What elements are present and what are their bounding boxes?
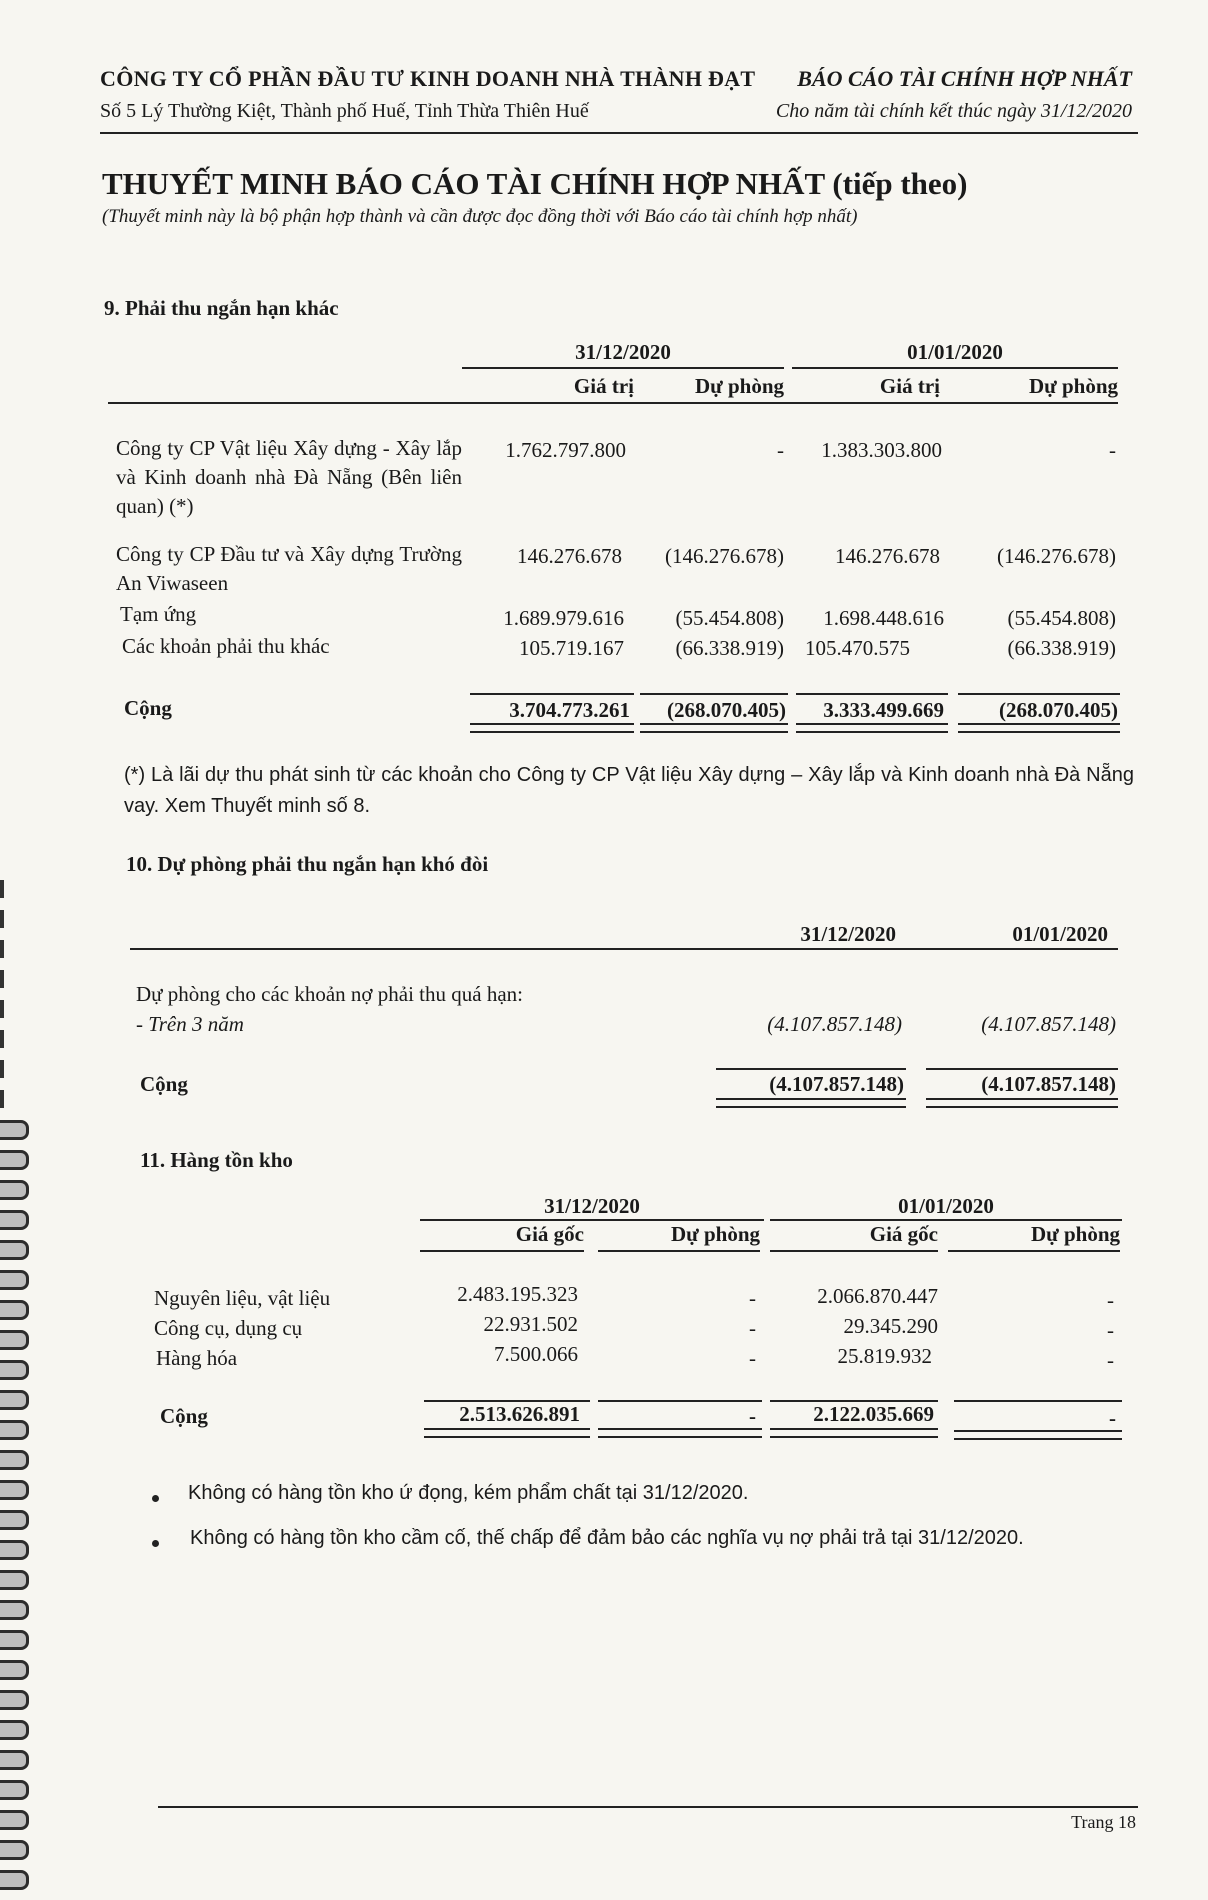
- binding-ring: [0, 1030, 4, 1048]
- s9-row-3-p1: (55.454.808): [675, 606, 784, 630]
- s9-row-3-p2: (55.454.808): [1007, 606, 1116, 630]
- binding-ring: [0, 1660, 29, 1680]
- binding-ring: [0, 1570, 29, 1590]
- s9-row-4-v1: 105.719.167: [519, 636, 624, 660]
- s11-total-p2: -: [1109, 1406, 1116, 1430]
- s9-header-rule: [108, 402, 1118, 404]
- s9-total-rule-top-1: [470, 693, 634, 695]
- s11-row-2-c2: 29.345.290: [843, 1314, 938, 1338]
- s10-total-double-rule-2: [926, 1098, 1118, 1108]
- binding-ring: [0, 1750, 29, 1770]
- binding-ring: [0, 1000, 4, 1018]
- s9-total-double-rule-4: [958, 723, 1120, 733]
- s11-row-3-p2: -: [1107, 1348, 1114, 1372]
- binding-ring: [0, 1150, 29, 1170]
- s11-row-1-c2: 2.066.870.447: [817, 1284, 938, 1308]
- binding-ring: [0, 1090, 4, 1108]
- s11-col-provision-2: Dự phòng: [1030, 1222, 1120, 1246]
- s11-row-1-c1: 2.483.195.323: [457, 1282, 578, 1306]
- s9-row-4-p1: (66.338.919): [675, 636, 784, 660]
- s10-period-2: 01/01/2020: [1012, 922, 1108, 946]
- s11-row-2-p2: -: [1107, 1318, 1114, 1342]
- s9-total-p1: (268.070.405): [667, 698, 786, 722]
- s9-total-rule-top-2: [640, 693, 788, 695]
- s11-col-rule-1: [420, 1250, 584, 1252]
- binding-ring: [0, 1720, 29, 1740]
- s9-col-provision-2: Dự phòng: [1028, 374, 1118, 398]
- binding-ring: [0, 1870, 29, 1890]
- s9-total-label: Cộng: [124, 696, 172, 720]
- bullet-1-dot: [152, 1495, 159, 1502]
- s11-col-rule-4: [948, 1250, 1120, 1252]
- s10-total-v2: (4.107.857.148): [981, 1072, 1116, 1096]
- binding-ring: [0, 1210, 29, 1230]
- s9-period-1: 31/12/2020: [575, 340, 671, 364]
- s11-col-rule-2: [598, 1250, 760, 1252]
- binding-ring: [0, 1330, 29, 1350]
- binding-ring: [0, 1420, 29, 1440]
- s11-row-3-c1: 7.500.066: [494, 1342, 578, 1366]
- bullet-2-dot: [152, 1540, 159, 1547]
- s11-row-1-name: Nguyên liệu, vật liệu: [154, 1286, 331, 1310]
- binding-ring: [0, 1480, 29, 1500]
- s9-row-1-v2: 1.383.303.800: [821, 438, 942, 462]
- s11-col-rule-3: [770, 1250, 938, 1252]
- s11-row-1-p2: -: [1107, 1288, 1114, 1312]
- s11-row-2-p1: -: [749, 1316, 756, 1340]
- binding-ring: [0, 910, 4, 928]
- s9-footnote: (*) Là lãi dự thu phát sinh từ các khoản cho Công ty CP Vật liệu Xây dựng – Xây lắp và Kinh doanh nhà Đà Nẵng vay. Xem Thuyết minh số 8.: [124, 764, 1134, 817]
- s10-period-1: 31/12/2020: [800, 922, 896, 946]
- s11-period-2-rule: [770, 1219, 1122, 1221]
- s10-total-double-rule-1: [716, 1098, 906, 1108]
- s11-total-double-rule-3: [770, 1428, 938, 1438]
- bullet-1-text: Không có hàng tồn kho ứ đọng, kém phẩm chất tại 31/12/2020.: [188, 1482, 749, 1504]
- s9-row-2-v1: 146.276.678: [517, 544, 622, 568]
- footer-divider: [158, 1806, 1138, 1808]
- s11-row-2-c1: 22.931.502: [483, 1312, 578, 1336]
- s10-sub-v2: (4.107.857.148): [981, 1012, 1116, 1036]
- binding-ring: [0, 940, 4, 958]
- s9-period-2-rule: [792, 367, 1118, 369]
- s11-col-cost-1: Giá gốc: [515, 1222, 584, 1246]
- binding-ring: [0, 1180, 29, 1200]
- page-number: Trang 18: [1071, 1812, 1136, 1832]
- company-address: Số 5 Lý Thường Kiệt, Thành phố Huế, Tỉnh Thừa Thiên Huế: [100, 100, 589, 122]
- s11-total-c1: 2.513.626.891: [459, 1402, 580, 1426]
- section-11-title: 11. Hàng tồn kho: [140, 1148, 293, 1172]
- binding-ring: [0, 1690, 29, 1710]
- s9-row-1-name: Công ty CP Vật liệu Xây dựng - Xây lắp và Kinh doanh nhà Đà Nẵng (Bên liên quan) (*): [116, 436, 462, 518]
- binding-ring: [0, 1840, 29, 1860]
- s11-period-1: 31/12/2020: [544, 1194, 640, 1218]
- binding-ring: [0, 1390, 29, 1410]
- s9-row-3-v2: 1.698.448.616: [823, 606, 944, 630]
- s11-col-cost-2: Giá gốc: [869, 1222, 938, 1246]
- s9-col-value-1: Giá trị: [573, 374, 634, 398]
- s10-row-label: Dự phòng cho các khoản nợ phải thu quá hạn:: [136, 982, 523, 1006]
- s9-period-2: 01/01/2020: [907, 340, 1003, 364]
- s9-total-double-rule-3: [796, 723, 948, 733]
- spiral-binding: [0, 880, 42, 1900]
- s9-period-1-rule: [462, 367, 784, 369]
- binding-ring: [0, 1630, 29, 1650]
- binding-ring: [0, 1600, 29, 1620]
- s9-row-1-p1: -: [777, 438, 784, 462]
- s11-row-3-name: Hàng hóa: [156, 1346, 238, 1370]
- s10-total-rule-top-1: [716, 1068, 906, 1070]
- binding-ring: [0, 1540, 29, 1560]
- section-10-title: 10. Dự phòng phải thu ngắn hạn khó đòi: [126, 852, 489, 876]
- s11-total-rule-top-4: [954, 1400, 1122, 1402]
- s11-col-provision-1: Dự phòng: [670, 1222, 760, 1246]
- binding-ring: [0, 1450, 29, 1470]
- s11-row-3-p1: -: [749, 1346, 756, 1370]
- s9-row-1-p2: -: [1109, 438, 1116, 462]
- s10-total-label: Cộng: [140, 1072, 188, 1096]
- s9-row-1-v1: 1.762.797.800: [505, 438, 626, 462]
- s11-row-1-p1: -: [749, 1286, 756, 1310]
- s11-total-double-rule-4: [954, 1430, 1122, 1440]
- s10-total-v1: (4.107.857.148): [769, 1072, 904, 1096]
- s9-row-3-v1: 1.689.979.616: [503, 606, 624, 630]
- report-period: Cho năm tài chính kết thúc ngày 31/12/2020: [775, 100, 1132, 122]
- s9-row-4-p2: (66.338.919): [1007, 636, 1116, 660]
- s9-col-provision-1: Dự phòng: [694, 374, 784, 398]
- section-9-title: 9. Phải thu ngắn hạn khác: [104, 296, 339, 320]
- s9-row-2-p2: (146.276.678): [997, 544, 1116, 568]
- s9-total-v2: 3.333.499.669: [823, 698, 944, 722]
- s11-total-double-rule-2: [598, 1428, 762, 1438]
- s11-period-1-rule: [420, 1219, 764, 1221]
- s9-row-2-name: Công ty CP Đầu tư và Xây dựng Trường An Viwaseen: [116, 542, 462, 595]
- s11-row-3-c2: 25.819.932: [837, 1344, 932, 1368]
- binding-ring: [0, 1360, 29, 1380]
- s9-total-v1: 3.704.773.261: [509, 698, 630, 722]
- binding-ring: [0, 1240, 29, 1260]
- binding-ring: [0, 970, 4, 988]
- s9-row-3-name: Tạm ứng: [120, 602, 197, 626]
- s9-col-value-2: Giá trị: [879, 374, 940, 398]
- s11-total-label: Cộng: [160, 1404, 208, 1428]
- report-type: BÁO CÁO TÀI CHÍNH HỢP NHẤT: [797, 66, 1132, 91]
- binding-ring: [0, 1510, 29, 1530]
- s9-row-2-v2: 146.276.678: [835, 544, 940, 568]
- header-divider: [100, 132, 1138, 134]
- s10-total-rule-top-2: [926, 1068, 1118, 1070]
- s10-sub-label: - Trên 3 năm: [136, 1012, 244, 1036]
- s10-sub-v1: (4.107.857.148): [767, 1012, 902, 1036]
- page-title: THUYẾT MINH BÁO CÁO TÀI CHÍNH HỢP NHẤT (tiếp theo): [102, 166, 968, 201]
- s9-total-p2: (268.070.405): [999, 698, 1118, 722]
- s9-row-4-name: Các khoản phải thu khác: [122, 634, 330, 658]
- s9-total-double-rule-1: [470, 723, 634, 733]
- binding-ring: [0, 1300, 29, 1320]
- s11-total-rule-top-2: [598, 1400, 762, 1402]
- s9-row-2-p1: (146.276.678): [665, 544, 784, 568]
- s11-total-p1: -: [749, 1404, 756, 1428]
- s9-total-rule-top-4: [958, 693, 1120, 695]
- s9-total-rule-top-3: [796, 693, 948, 695]
- s10-header-rule: [130, 948, 1118, 950]
- s11-row-2-name: Công cụ, dụng cụ: [154, 1316, 303, 1340]
- s11-total-c2: 2.122.035.669: [813, 1402, 934, 1426]
- binding-ring: [0, 1810, 29, 1830]
- company-name: CÔNG TY CỔ PHẦN ĐẦU TƯ KINH DOANH NHÀ THÀNH ĐẠT: [100, 66, 756, 91]
- s9-total-double-rule-2: [640, 723, 788, 733]
- binding-ring: [0, 1780, 29, 1800]
- s11-period-2: 01/01/2020: [898, 1194, 994, 1218]
- bullet-2-text: Không có hàng tồn kho cầm cố, thế chấp để đảm bảo các nghĩa vụ nợ phải trả tại 31/12/2020.: [190, 1527, 1024, 1549]
- s11-total-double-rule-1: [424, 1428, 590, 1438]
- binding-ring: [0, 1120, 29, 1140]
- page-subtitle: (Thuyết minh này là bộ phận hợp thành và cần được đọc đồng thời với Báo cáo tài chính hợp nhất): [102, 206, 858, 227]
- binding-ring: [0, 1060, 4, 1078]
- binding-ring: [0, 880, 4, 898]
- s9-row-4-v2: 105.470.575: [805, 636, 910, 660]
- binding-ring: [0, 1270, 29, 1290]
